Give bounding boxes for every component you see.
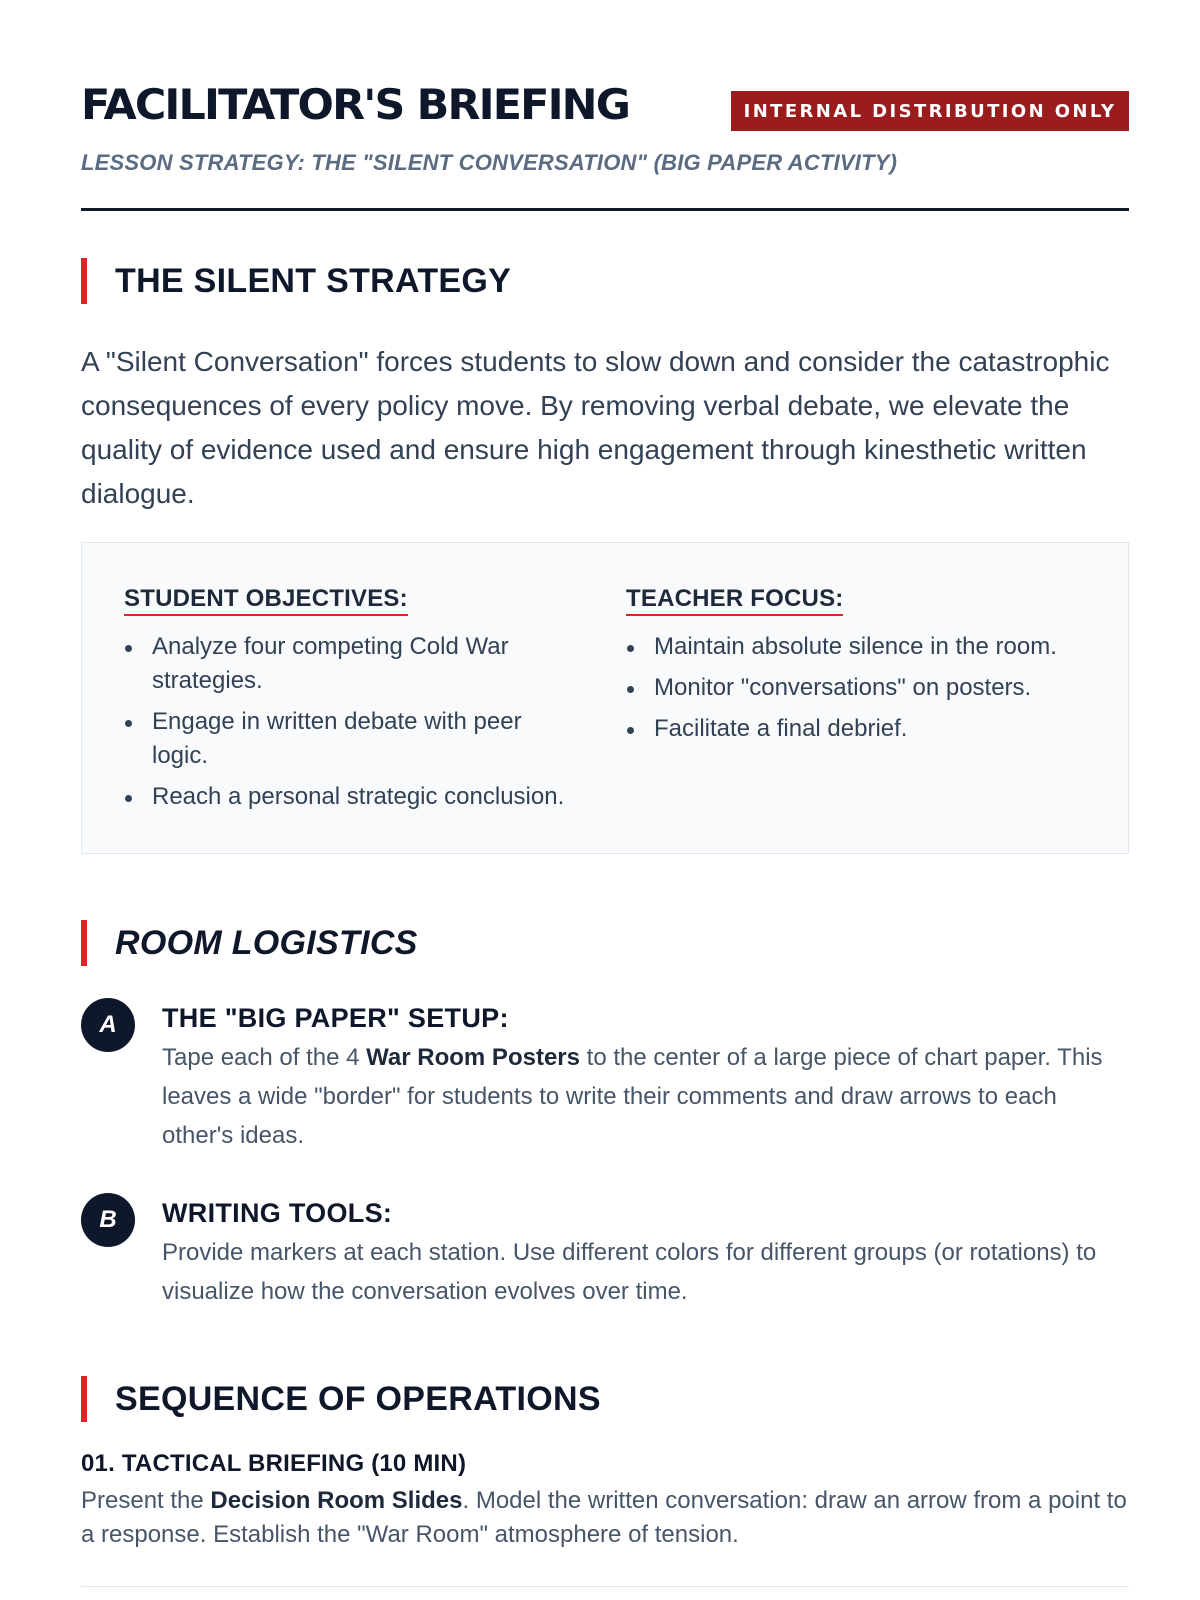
section-accent-bar — [81, 1376, 87, 1422]
section-accent-bar — [81, 920, 87, 966]
step-divider — [81, 1586, 1129, 1587]
page-subtitle: LESSON STRATEGY: THE "SILENT CONVERSATION" (BIG PAPER ACTIVITY) — [81, 150, 898, 175]
logistics-item-title: WRITING TOOLS: — [162, 1198, 393, 1228]
teacher-focus-heading: TEACHER FOCUS: — [626, 585, 843, 616]
sequence-step-title: 01. TACTICAL BRIEFING (10 MIN) — [81, 1450, 467, 1477]
section-heading-strategy — [81, 258, 511, 304]
header-divider — [81, 208, 1129, 211]
student-objectives — [124, 585, 584, 821]
list-item: Analyze four competing Cold War strategies. — [124, 630, 584, 698]
logistics-item-text — [162, 1038, 1129, 1155]
step-marker-b: B — [81, 1193, 135, 1247]
strategy-intro: A "Silent Conversation" forces students to slow down and consider the catastrophic consequences of every policy move. By removing verbal debate, we elevate the quality of evidence used and ensure high engagement through kinesthetic written dialogue. — [81, 346, 1110, 509]
text-emphasis: War Room Posters — [366, 1044, 580, 1071]
logistics-item-text: Provide markers at each station. Use different colors for different groups (or rotations) to visualize how the conversation evolves over time. — [162, 1239, 1097, 1305]
student-objectives-list — [124, 630, 584, 814]
list-item: Engage in written debate with peer logic. — [124, 705, 584, 773]
text-segment: to the center of a large piece of chart paper. This leaves a wide "border" for students to write their comments and draw arrows to each other's ideas. — [162, 1044, 1103, 1149]
section-heading-sequence — [81, 1376, 601, 1422]
section-accent-bar — [81, 258, 87, 304]
section-title: ROOM LOGISTICS — [115, 923, 418, 962]
objectives-panel — [81, 542, 1129, 854]
list-item: Monitor "conversations" on posters. — [626, 671, 1096, 705]
text-emphasis: Decision Room Slides — [210, 1487, 463, 1514]
teacher-focus — [626, 585, 1096, 753]
student-objectives-heading: STUDENT OBJECTIVES: — [124, 585, 408, 616]
list-item: Reach a personal strategic conclusion. — [124, 780, 584, 814]
logistics-item-title: THE "BIG PAPER" SETUP: — [162, 1003, 509, 1033]
distribution-badge: INTERNAL DISTRIBUTION ONLY — [731, 91, 1129, 131]
sequence-step-text — [81, 1484, 1129, 1552]
section-heading-logistics — [81, 920, 418, 966]
logistics-item-body — [162, 1193, 1129, 1311]
list-item: Facilitate a final debrief. — [626, 712, 1096, 746]
step-marker-a: A — [81, 998, 135, 1052]
text-segment: Present the — [81, 1487, 211, 1514]
text-segment: . Model the written conversation: draw an arrow from a point to a response. Establish the "War Room" atmosphere of tension. — [81, 1487, 1127, 1548]
page-title: FACILITATOR'S BRIEFING — [81, 80, 630, 129]
text-segment: Tape each of the 4 — [162, 1044, 367, 1071]
section-title: THE SILENT STRATEGY — [115, 261, 512, 300]
teacher-focus-list — [626, 630, 1096, 746]
list-item: Maintain absolute silence in the room. — [626, 630, 1096, 664]
logistics-item-body — [162, 998, 1129, 1155]
section-title: SEQUENCE OF OPERATIONS — [115, 1379, 601, 1418]
